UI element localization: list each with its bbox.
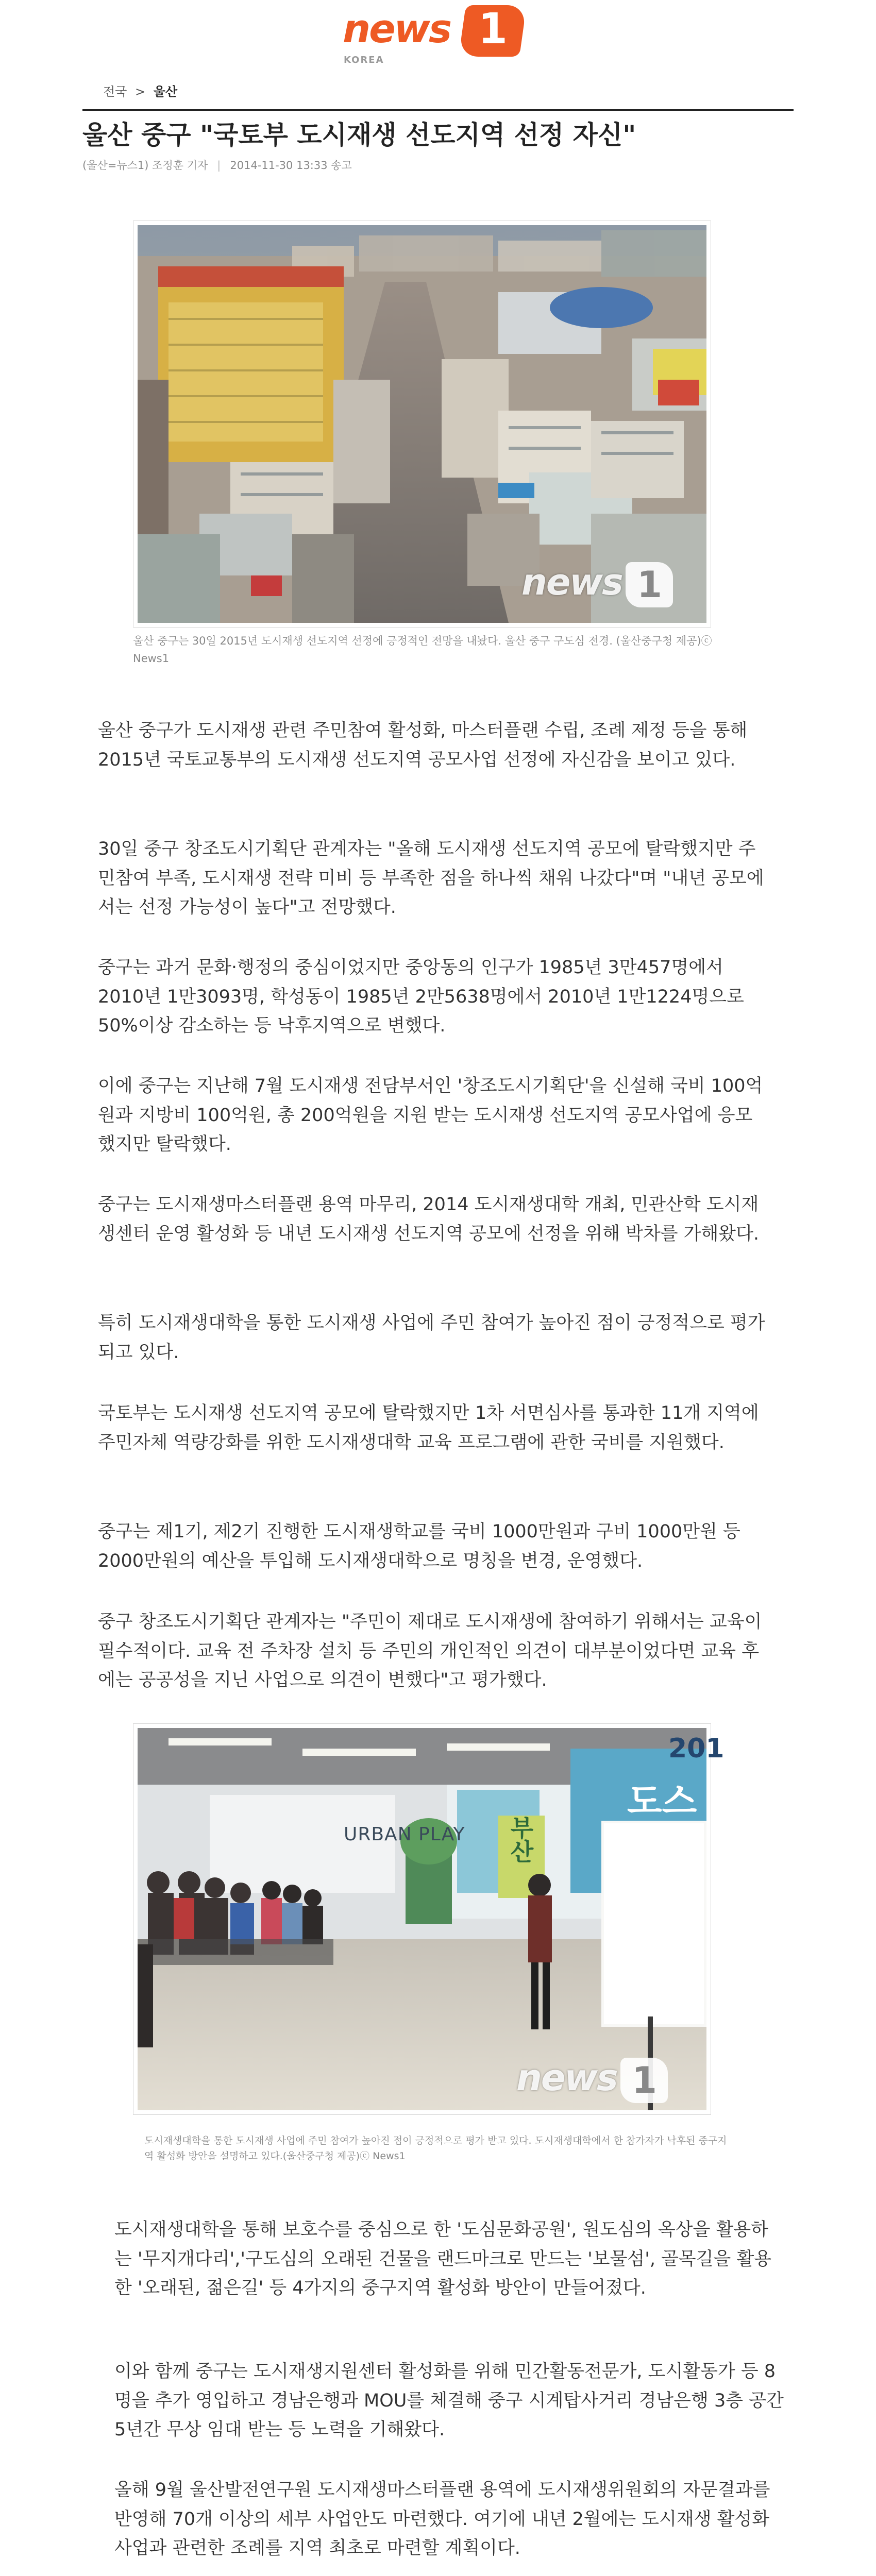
logo-subtext: KOREA [344, 55, 384, 65]
watermark-number: 1 [626, 562, 673, 607]
article-byline [82, 157, 352, 173]
photo-watermark [521, 561, 673, 607]
news1-logo[interactable] [343, 5, 533, 67]
article-image-1[interactable] [133, 221, 711, 628]
body-paragraph: 중구는 과거 문화·행정의 중심이었지만 중앙동의 인구가 1985년 3만457명에서 2010년 1만3093명, 학성동이 1985년 2만5638명에서 2010년 1만1224명으로 50%이상 감소하는 등 낙후지역으로 변했다. [98, 957, 744, 1037]
image-2-caption: 도시재생대학을 통한 도시재생 사업에 주민 참여가 높아진 점이 긍정적으로 평가 받고 있다. 도시재생대학에서 한 참가자가 낙후된 중구지역 활성화 방안을 설명하고 있다.(울산중구청 제공)ⓒ News1 [144, 2135, 727, 2162]
logo-wordmark: news [343, 6, 451, 52]
watermark-text: news [516, 2057, 617, 2099]
body-paragraph: 올해 9월 울산발전연구원 도시재생마스터플랜 용역에 도시재생위원회의 자문결과를 반영해 70개 이상의 세부 사업안도 마련했다. 여기에 내년 2월에는 도시재생 활성화 사업과 관련한 조례를 지역 최초로 마련할 계획이다. [114, 2480, 770, 2559]
classroom-banner-year: 201 [668, 1733, 725, 1764]
watermark-text: news [521, 561, 622, 603]
body-paragraph: 중구는 도시재생마스터플랜 용역 마무리, 2014 도시재생대학 개최, 민관산학 도시재생센터 운영 활성화 등 내년 도시재생 선도지역 공모에 선정을 위해 박차를 가해왔다. [98, 1194, 760, 1244]
body-paragraph: 국토부는 도시재생 선도지역 공모에 탈락했지만 1차 서면심사를 통과한 11개 지역에 주민자체 역량강화를 위한 도시재생대학 교육 프로그램에 관한 국비를 지원했다. [98, 1403, 759, 1453]
body-paragraph: 도시재생대학을 통해 보호수를 중심으로 한 '도심문화공원', 원도심의 옥상을 활용하는 '무지개다리','구도심의 오래된 건물을 랜드마크로 만드는 '보물섬', 골목길을 활용한 '오래된, 젊은길' 등 4가지의 중구지역 활성화 방안이 만들어졌다. [114, 2219, 772, 2299]
classroom-banner-text: URBAN PLAY [344, 1824, 465, 1845]
body-paragraph: 울산 중구가 도시재생 관련 주민참여 활성화, 마스터플랜 수립, 조례 제정 등을 통해 2015년 국토교통부의 도시재생 선도지역 공모사업 선정에 자신감을 보이고 있다. [98, 720, 748, 770]
body-paragraph: 중구는 제1기, 제2기 진행한 도시재생학교를 국비 1000만원과 구비 1000만원 등 2000만원의 예산을 투입해 도시재생대학으로 명칭을 변경, 운영했다. [98, 1521, 740, 1571]
body-paragraph: 이에 중구는 지난해 7월 도시재생 전담부서인 '창조도시기획단'을 신설해 국비 100억원과 지방비 100억원, 총 200억원을 지원 받는 도시재생 선도지역 공모사업에 응모했지만 탈락했다. [98, 1076, 763, 1155]
byline-date: 2014-11-30 13:33 송고 [230, 159, 352, 172]
classroom-banner-side: 부산 [507, 1816, 534, 1863]
classroom-banner-sign: 도스 [627, 1780, 697, 1822]
logo-number: 1 [478, 5, 508, 54]
image-1-caption: 울산 중구는 30일 2015년 도시재생 선도지역 선정에 긍정적인 전망을 내놨다. 울산 중구 구도심 전경. (울산중구청 제공)ⓒ News1 [133, 635, 712, 665]
body-paragraph: 특히 도시재생대학을 통한 도시재생 사업에 주민 참여가 높아진 점이 긍정적으로 평가되고 있다. [98, 1313, 765, 1363]
photo-watermark [516, 2057, 668, 2103]
byline-separator: | [217, 159, 221, 172]
body-paragraph: 중구 창조도시기획단 관계자는 "주민이 제대로 도시재생에 참여하기 위해서는 교육이 필수적이다. 교육 전 주차장 설치 등 주민의 개인적인 의견이 대부분이었다면 교육 후에는 공공성을 지닌 사업으로 의견이 변했다"고 평가했다. [98, 1612, 762, 1691]
breadcrumb-home-link[interactable]: 전국 [103, 84, 127, 99]
article-image-2[interactable] [133, 1723, 725, 2115]
breadcrumb-current-link[interactable]: 울산 [153, 84, 178, 99]
body-paragraph: 이와 함께 중구는 도시재생지원센터 활성화를 위해 민간활동전문가, 도시활동가 등 8명을 추가 영입하고 경남은행과 MOU를 체결해 중구 시계탑사거리 경남은행 3층 공간 5년간 무상 임대 받는 등 노력을 기해왔다. [114, 2361, 784, 2441]
body-paragraph: 30일 중구 창조도시기획단 관계자는 "올해 도시재생 선도지역 공모에 탈락했지만 주민참여 부족, 도시재생 전략 미비 등 부족한 점을 하나씩 채워 나갔다"며 "내년 공모에서는 선정 가능성이 높다"고 전망했다. [98, 839, 764, 918]
urban-college-photo [138, 1728, 725, 2110]
city-panorama-photo [138, 225, 706, 623]
byline-author: (울산=뉴스1) 조정훈 기자 [82, 159, 208, 172]
header-divider [82, 109, 794, 111]
article-title: 울산 중구 "국토부 도시재생 선도지역 선정 자신" [82, 120, 636, 150]
classroom-photo-illustration [138, 1728, 706, 2110]
logo-badge [459, 5, 527, 57]
breadcrumb [103, 81, 177, 99]
site-header [0, 0, 876, 72]
breadcrumb-separator: > [135, 84, 146, 99]
watermark-number: 1 [620, 2058, 668, 2103]
